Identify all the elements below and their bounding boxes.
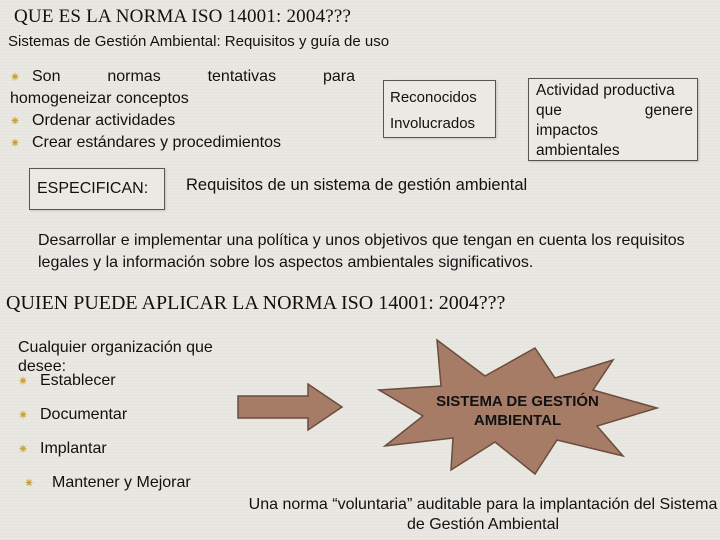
word: tentativas bbox=[207, 68, 277, 85]
page-title: QUE ES LA NORMA ISO 14001: 2004??? bbox=[14, 6, 352, 27]
list-item-text: Documentar bbox=[40, 406, 128, 423]
star-bullet-icon: ✷ bbox=[10, 114, 21, 128]
aplicar-list bbox=[18, 338, 258, 506]
star-bullet-icon: ✷ bbox=[18, 374, 29, 388]
list-item bbox=[18, 404, 258, 438]
word: genere bbox=[644, 102, 693, 119]
list-item bbox=[10, 66, 355, 110]
box-line: Involucrados bbox=[390, 115, 476, 132]
word: normas bbox=[107, 68, 161, 85]
actions-list bbox=[18, 370, 258, 506]
actividad-box bbox=[528, 78, 698, 161]
right-arrow-icon bbox=[236, 382, 346, 432]
list-item-text: Implantar bbox=[40, 440, 107, 457]
star-bullet-icon: ✷ bbox=[10, 70, 21, 84]
star-bullet-icon: ✷ bbox=[24, 476, 35, 490]
list-item-text: Crear estándares y procedimientos bbox=[32, 134, 282, 151]
list-item bbox=[10, 110, 355, 132]
list-item-text: Ordenar actividades bbox=[32, 112, 176, 129]
list-item bbox=[18, 472, 258, 506]
box-line: impactos bbox=[536, 122, 599, 139]
word: Son bbox=[32, 68, 61, 85]
definition-list bbox=[10, 66, 355, 154]
box-line: Actividad productiva bbox=[536, 82, 675, 99]
page-subtitle: Sistemas de Gestión Ambiental: Requisitos y guía de uso bbox=[8, 33, 390, 50]
intro-text: Cualquier organización que desee: bbox=[18, 339, 213, 375]
section-title: QUIEN PUEDE APLICAR LA NORMA ISO 14001: 2004??? bbox=[6, 292, 506, 314]
word: para bbox=[322, 68, 355, 85]
especifican-label: ESPECIFICAN: bbox=[29, 168, 165, 210]
list-item-continuation: homogeneizar conceptos bbox=[10, 90, 189, 107]
star-bullet-icon: ✷ bbox=[10, 136, 21, 150]
list-item bbox=[10, 132, 355, 154]
list-item bbox=[18, 370, 258, 404]
justified-line bbox=[32, 66, 355, 88]
box-line: Reconocidos bbox=[390, 89, 477, 106]
word: que bbox=[536, 102, 562, 119]
justified-line bbox=[536, 101, 693, 121]
list-item-text: Mantener y Mejorar bbox=[52, 474, 191, 491]
reconocidos-box bbox=[383, 80, 496, 138]
star-bullet-icon: ✷ bbox=[18, 408, 29, 422]
burst-label: SISTEMA DE GESTIÓN AMBIENTAL bbox=[436, 393, 599, 429]
list-item-text: Establecer bbox=[40, 372, 116, 389]
desarrollar-paragraph: Desarrollar e implementar una política y unos objetivos que tengan en cuenta los requisitos legales y la información sobre los aspectos ambientales significativos. bbox=[38, 232, 685, 271]
footer-note: Una norma “voluntaria” auditable para la implantación del Sistema de Gestión Ambiental bbox=[248, 496, 718, 533]
list-item bbox=[18, 438, 258, 472]
box-line: ambientales bbox=[536, 142, 620, 159]
star-bullet-icon: ✷ bbox=[18, 442, 29, 456]
requisitos-text: Requisitos de un sistema de gestión ambiental bbox=[186, 176, 528, 194]
